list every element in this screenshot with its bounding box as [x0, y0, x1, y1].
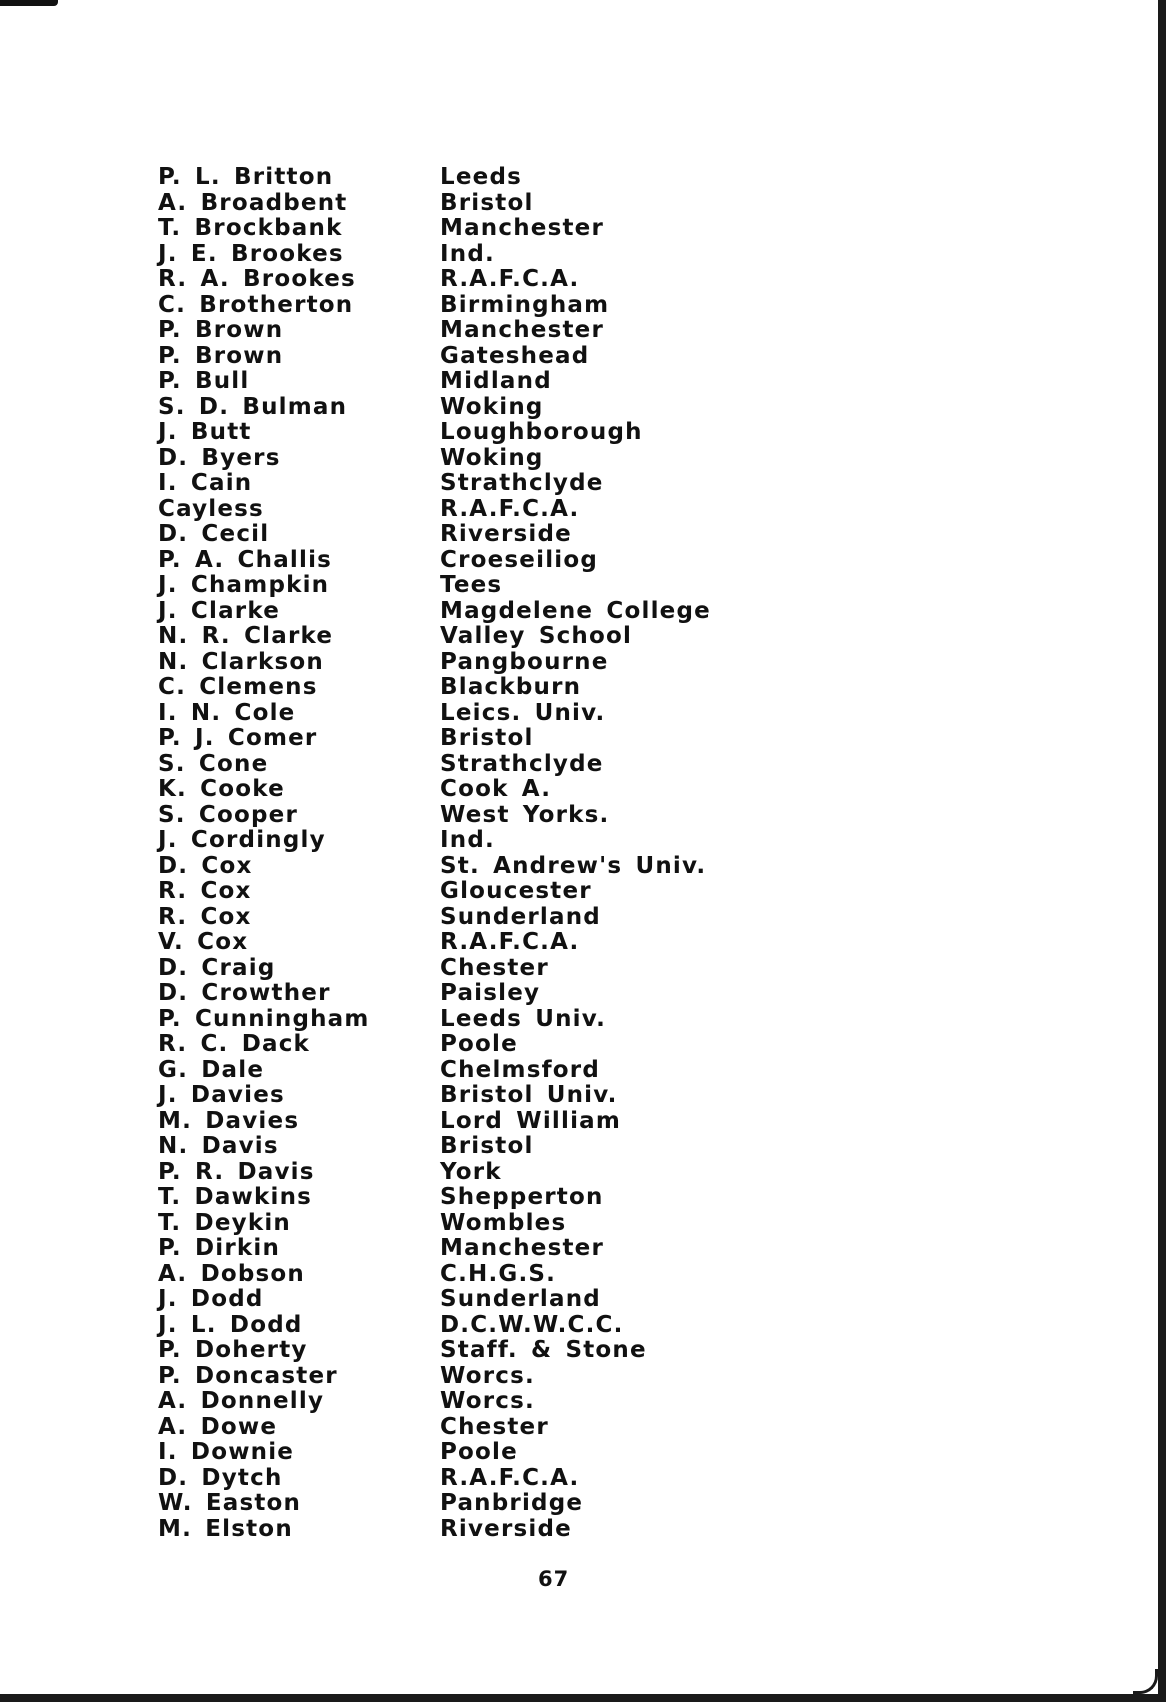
entry-name: J. L. Dodd	[158, 1311, 303, 1338]
entry-club: Panbridge	[440, 1490, 584, 1516]
page-corner	[1133, 1669, 1158, 1694]
entry-name: G. Dale	[158, 1056, 265, 1083]
entry-club: Lord William	[440, 1107, 622, 1134]
entry-name: P. Brown	[158, 317, 284, 343]
list-item	[158, 726, 758, 752]
entry-club: Manchester	[440, 215, 605, 241]
entry-club: Leeds Univ.	[440, 1005, 607, 1032]
list-item	[158, 905, 758, 931]
entry-name: J. Clarke	[158, 597, 281, 624]
entry-club: Shepperton	[440, 1184, 604, 1210]
list-item	[158, 548, 758, 574]
list-item	[158, 828, 758, 854]
entry-name: R. Cox	[158, 878, 252, 904]
list-item	[158, 344, 758, 370]
list-item	[158, 267, 758, 293]
entry-club: Gateshead	[440, 342, 590, 369]
list-item	[158, 752, 758, 778]
list-item	[158, 573, 758, 599]
list-item	[158, 981, 758, 1007]
entry-club: York	[440, 1158, 502, 1185]
entry-club: Cook A.	[440, 776, 552, 802]
list-item	[158, 293, 758, 319]
entry-club: St. Andrew's Univ.	[440, 852, 707, 879]
list-item	[158, 242, 758, 268]
entry-name: J. Champkin	[158, 572, 330, 598]
entry-name: S. D. Bulman	[158, 393, 348, 420]
entry-name: I. Cain	[158, 470, 253, 496]
entry-club: Riverside	[440, 1515, 572, 1542]
entry-club: West Yorks.	[440, 801, 610, 828]
entry-name: D. Byers	[158, 444, 281, 471]
entry-club: Leics. Univ.	[440, 699, 606, 726]
list-item	[158, 803, 758, 829]
entry-club: D.C.W.W.C.C.	[440, 1311, 624, 1338]
entry-club: Riverside	[440, 521, 572, 547]
entry-name: T. Deykin	[158, 1209, 291, 1236]
entry-club: Worcs.	[440, 1362, 535, 1389]
entry-name: I. N. Cole	[158, 699, 296, 726]
list-item	[158, 1313, 758, 1339]
entry-club: Staff. & Stone	[440, 1337, 647, 1363]
entry-club: Midland	[440, 368, 552, 394]
list-item	[158, 1389, 758, 1415]
entry-club: Loughborough	[440, 419, 643, 445]
list-item	[158, 369, 758, 395]
entry-name: D. Craig	[158, 954, 276, 981]
entry-name: R. C. Dack	[158, 1031, 311, 1057]
entry-club: Ind.	[440, 827, 495, 853]
list-item	[158, 1083, 758, 1109]
entry-name: P. Doncaster	[158, 1362, 338, 1389]
list-item	[158, 650, 758, 676]
entry-name: A. Broadbent	[158, 189, 348, 216]
entry-club: Tees	[440, 572, 503, 598]
page-edge-top	[0, 0, 58, 6]
list-item	[158, 420, 758, 446]
entry-club: Chester	[440, 954, 549, 981]
list-item	[158, 777, 758, 803]
entry-name: D. Cox	[158, 852, 253, 879]
list-item	[158, 1160, 758, 1186]
entry-club: Gloucester	[440, 878, 592, 904]
list-item	[158, 1211, 758, 1237]
entry-club: Croeseiliog	[440, 546, 599, 573]
entry-name: P. Cunningham	[158, 1005, 370, 1032]
entry-name: P. R. Davis	[158, 1158, 315, 1185]
entry-name: P. A. Challis	[158, 546, 333, 573]
list-item	[158, 1491, 758, 1517]
entry-name: I. Downie	[158, 1439, 295, 1465]
entry-name: T. Brockbank	[158, 215, 343, 241]
entry-club: Poole	[440, 1439, 518, 1465]
entry-club: Pangbourne	[440, 648, 609, 675]
entry-club: Strathclyde	[440, 470, 604, 496]
entry-name: N. R. Clarke	[158, 623, 334, 649]
list-item	[158, 1134, 758, 1160]
entry-name: J. Davies	[158, 1082, 285, 1108]
entry-name: C. Clemens	[158, 674, 318, 700]
entry-name: S. Cooper	[158, 801, 298, 828]
entry-club: Worcs.	[440, 1388, 535, 1414]
entry-name: V. Cox	[158, 929, 249, 955]
list-item	[158, 497, 758, 523]
entry-club: C.H.G.S.	[440, 1260, 557, 1287]
list-item	[158, 1364, 758, 1390]
list-item	[158, 599, 758, 625]
entry-club: Magdelene College	[440, 597, 711, 624]
entry-club: R.A.F.C.A.	[440, 495, 580, 522]
list-item	[158, 1236, 758, 1262]
entry-name: T. Dawkins	[158, 1184, 313, 1210]
list-item	[158, 675, 758, 701]
entry-list	[158, 165, 758, 1542]
entry-club: Strathclyde	[440, 750, 604, 777]
list-item	[158, 471, 758, 497]
entry-name: C. Brotherton	[158, 291, 354, 318]
entry-name: W. Easton	[158, 1490, 302, 1516]
list-item	[158, 1032, 758, 1058]
entry-club: Manchester	[440, 317, 605, 343]
entry-club: Wombles	[440, 1209, 567, 1236]
entry-name: J. E. Brookes	[158, 240, 344, 267]
list-item	[158, 701, 758, 727]
entry-club: Ind.	[440, 240, 495, 267]
entry-club: Paisley	[440, 980, 541, 1006]
list-item	[158, 318, 758, 344]
entry-name: R. A. Brookes	[158, 266, 356, 292]
entry-name: Cayless	[158, 495, 264, 522]
entry-name: M. Elston	[158, 1515, 293, 1542]
list-item	[158, 191, 758, 217]
entry-club: Valley School	[440, 623, 633, 649]
entry-name: N. Clarkson	[158, 648, 324, 675]
list-item	[158, 395, 758, 421]
entry-club: Leeds	[440, 164, 523, 190]
entry-club: R.A.F.C.A.	[440, 266, 580, 292]
list-item	[158, 1185, 758, 1211]
list-item	[158, 165, 758, 191]
entry-club: Woking	[440, 393, 544, 420]
entry-club: Blackburn	[440, 674, 582, 700]
entry-name: P. Dirkin	[158, 1235, 281, 1261]
entry-club: Bristol	[440, 1133, 534, 1159]
entry-club: Manchester	[440, 1235, 605, 1261]
entry-club: Chester	[440, 1413, 549, 1440]
entry-name: K. Cooke	[158, 776, 285, 802]
entry-name: A. Dowe	[158, 1413, 278, 1440]
entry-name: P. L. Britton	[158, 164, 334, 190]
list-item	[158, 956, 758, 982]
list-item	[158, 1058, 758, 1084]
entry-club: R.A.F.C.A.	[440, 929, 580, 955]
list-item	[158, 1415, 758, 1441]
entry-club: R.A.F.C.A.	[440, 1464, 580, 1491]
list-item	[158, 1338, 758, 1364]
entry-name: P. Doherty	[158, 1337, 308, 1363]
entry-club: Birmingham	[440, 291, 610, 318]
list-item	[158, 1287, 758, 1313]
entry-club: Bristol	[440, 725, 534, 751]
entry-name: R. Cox	[158, 903, 252, 930]
list-item	[158, 1109, 758, 1135]
entry-name: D. Dytch	[158, 1464, 283, 1491]
list-item	[158, 446, 758, 472]
entry-name: P. J. Comer	[158, 725, 318, 751]
entry-name: J. Dodd	[158, 1286, 264, 1312]
entry-name: J. Butt	[158, 419, 252, 445]
entry-club: Poole	[440, 1031, 518, 1057]
entry-club: Woking	[440, 444, 544, 471]
entry-name: P. Brown	[158, 342, 284, 369]
list-item	[158, 216, 758, 242]
list-item	[158, 1466, 758, 1492]
entry-name: D. Cecil	[158, 521, 270, 547]
entry-name: N. Davis	[158, 1133, 279, 1159]
list-item	[158, 930, 758, 956]
list-item	[158, 879, 758, 905]
entry-club: Bristol Univ.	[440, 1082, 618, 1108]
list-item	[158, 624, 758, 650]
page-edge-bottom	[0, 1694, 1166, 1702]
list-item	[158, 854, 758, 880]
entry-name: M. Davies	[158, 1107, 300, 1134]
entry-name: D. Crowther	[158, 980, 331, 1006]
entry-club: Sunderland	[440, 903, 601, 930]
page-edge-right	[1158, 0, 1166, 1702]
list-item	[158, 1007, 758, 1033]
entry-name: A. Dobson	[158, 1260, 305, 1287]
entry-name: J. Cordingly	[158, 827, 326, 853]
list-item	[158, 1440, 758, 1466]
entry-name: P. Bull	[158, 368, 250, 394]
entry-club: Bristol	[440, 189, 534, 216]
page-number: 67	[538, 1567, 570, 1591]
list-item	[158, 522, 758, 548]
entry-name: S. Cone	[158, 750, 269, 777]
list-item	[158, 1517, 758, 1543]
entry-name: A. Donnelly	[158, 1388, 325, 1414]
entry-club: Chelmsford	[440, 1056, 601, 1083]
list-item	[158, 1262, 758, 1288]
entry-club: Sunderland	[440, 1286, 601, 1312]
